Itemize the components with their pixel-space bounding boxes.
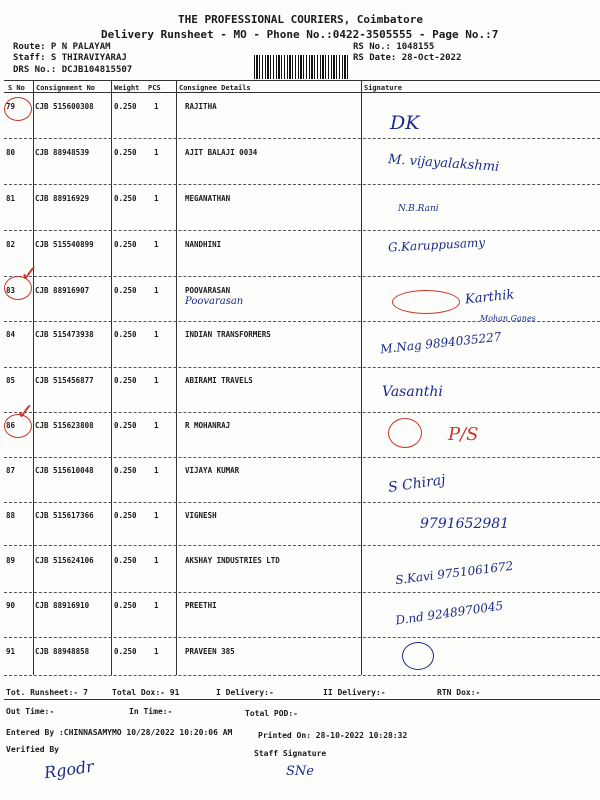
cell-pcs: 1 bbox=[154, 102, 159, 111]
table-row bbox=[4, 505, 600, 550]
runsheet-subtitle: Delivery Runsheet - MO - Phone No.:0422-3505555 - Page No.:7 bbox=[101, 28, 499, 41]
i-delivery: I Delivery:- bbox=[216, 688, 274, 697]
table-row bbox=[4, 142, 600, 187]
barcode bbox=[254, 55, 350, 79]
table-row bbox=[4, 595, 600, 640]
tot-runsheet: Tot. Runsheet:- 7 bbox=[6, 688, 88, 697]
cell-pcs: 1 bbox=[154, 286, 159, 295]
check-mark-83: ✓ bbox=[20, 262, 39, 287]
cell-consignee: VIGNESH bbox=[185, 511, 217, 520]
cell-weight: 0.250 bbox=[114, 286, 137, 295]
circle-mark-79 bbox=[4, 97, 32, 121]
total-dox: Total Dox:- 91 bbox=[112, 688, 180, 697]
signature-scribble-91 bbox=[402, 642, 434, 670]
cell-sno: 83 bbox=[6, 286, 16, 295]
ii-delivery: II Delivery:- bbox=[323, 688, 386, 697]
row-separator bbox=[4, 502, 600, 503]
cell-weight: 0.250 bbox=[114, 102, 137, 111]
cell-consignee: PREETHI bbox=[185, 601, 217, 610]
cell-pcs: 1 bbox=[154, 421, 159, 430]
signature-row-87: S Chiraj bbox=[387, 472, 447, 496]
cell-consignee: POOVARASAN bbox=[185, 286, 231, 295]
cell-sno: 90 bbox=[6, 601, 16, 610]
cell-weight: 0.250 bbox=[114, 466, 137, 475]
cell-pcs: 1 bbox=[154, 511, 159, 520]
cell-weight: 0.250 bbox=[114, 148, 137, 157]
cell-pcs: 1 bbox=[154, 556, 159, 565]
row-separator bbox=[4, 457, 600, 458]
cell-consignment: CJB 88916907 bbox=[35, 286, 90, 295]
cell-sno: 81 bbox=[6, 194, 16, 203]
table-row bbox=[4, 370, 600, 415]
row-separator bbox=[4, 592, 600, 593]
in-time: In Time:- bbox=[129, 707, 173, 716]
cell-sno: 82 bbox=[6, 240, 16, 249]
cell-pcs: 1 bbox=[154, 194, 159, 203]
cell-weight: 0.250 bbox=[114, 376, 137, 385]
stamp-scribble-83 bbox=[392, 290, 460, 314]
table-row bbox=[4, 460, 600, 505]
total-pod: Total POD:- bbox=[245, 709, 298, 718]
cell-consignee: AJIT BALAJI 0034 bbox=[185, 148, 258, 157]
cell-consignee: AKSHAY INDUSTRIES LTD bbox=[185, 556, 280, 565]
cell-weight: 0.250 bbox=[114, 647, 137, 656]
check-mark-86: ✓ bbox=[16, 400, 35, 425]
cell-consignee: R MOHANRAJ bbox=[185, 421, 231, 430]
signature-row-86: P/S bbox=[448, 424, 479, 445]
header-bottom-border bbox=[4, 92, 600, 93]
cell-consignment: CJB 515623808 bbox=[35, 421, 94, 430]
signature-row-89: S.Kavi 9751061672 bbox=[394, 558, 514, 588]
rs-date: RS Date: 28-Oct-2022 bbox=[353, 53, 462, 63]
signature-row-88: 9791652981 bbox=[420, 516, 510, 532]
cell-consignment: CJB 88916910 bbox=[35, 601, 90, 610]
table-row bbox=[4, 234, 600, 279]
cell-consignment: CJB 515617366 bbox=[35, 511, 94, 520]
cell-weight: 0.250 bbox=[114, 556, 137, 565]
route-label: Route: P N PALAYAM bbox=[13, 42, 111, 52]
cell-sno: 80 bbox=[6, 148, 16, 157]
signature-row-79: DK bbox=[390, 112, 420, 134]
cell-sno: 87 bbox=[6, 466, 16, 475]
cell-consignment: CJB 515473938 bbox=[35, 330, 94, 339]
cell-consignee: INDIAN TRANSFORMERS bbox=[185, 330, 271, 339]
cell-pcs: 1 bbox=[154, 601, 159, 610]
signature-row-90: D.nd 9248970045 bbox=[394, 598, 505, 628]
cell-pcs: 1 bbox=[154, 376, 159, 385]
cell-pcs: 1 bbox=[154, 148, 159, 157]
verified-signature: Rgodr bbox=[42, 756, 95, 783]
staff-signature: SNe bbox=[286, 764, 314, 779]
staff-label: Staff: S THIRAVIYARAJ bbox=[13, 53, 127, 63]
staff-signature-label: Staff Signature bbox=[254, 749, 327, 758]
table-row bbox=[4, 641, 600, 686]
col-header-weight: Weight bbox=[114, 84, 140, 92]
col-header-consignee: Consignee Details bbox=[179, 84, 251, 92]
cell-weight: 0.250 bbox=[114, 511, 137, 520]
table-row bbox=[4, 415, 600, 460]
cell-consignment: CJB 515540899 bbox=[35, 240, 94, 249]
cell-sno: 88 bbox=[6, 511, 16, 520]
entered-by: Entered By :CHINNASAMYMO 10/28/2022 10:20:06 AM bbox=[6, 728, 233, 737]
cell-pcs: 1 bbox=[154, 240, 159, 249]
signature-row-84: M.Nag 9894035227 bbox=[379, 329, 503, 357]
footer-divider bbox=[4, 699, 600, 700]
table-bottom-border bbox=[4, 675, 600, 676]
cell-consignment: CJB 88916929 bbox=[35, 194, 90, 203]
row-separator bbox=[4, 184, 600, 185]
table-row bbox=[4, 324, 600, 369]
cell-weight: 0.250 bbox=[114, 240, 137, 249]
table-row bbox=[4, 96, 600, 141]
cell-sno: 79 bbox=[6, 102, 16, 111]
row-separator bbox=[4, 276, 600, 277]
cell-weight: 0.250 bbox=[114, 601, 137, 610]
note-row-84: Mohan Ganes bbox=[480, 314, 536, 323]
signature-row-81: N.B.Rani bbox=[398, 204, 439, 214]
signature-row-85: Vasanthi bbox=[382, 384, 443, 400]
cell-consignee: PRAVEEN 385 bbox=[185, 647, 235, 656]
table-row bbox=[4, 188, 600, 233]
rs-number: RS No.: 1048155 bbox=[353, 42, 435, 52]
signature-row-83: Karthik bbox=[464, 287, 515, 308]
cell-sno: 85 bbox=[6, 376, 16, 385]
cell-consignment: CJB 88948539 bbox=[35, 148, 90, 157]
col-header-pcs: PCS bbox=[148, 84, 161, 92]
row-separator bbox=[4, 545, 600, 546]
row-separator bbox=[4, 230, 600, 231]
verified-by-label: Verified By bbox=[6, 745, 59, 754]
cell-sno: 86 bbox=[6, 421, 16, 430]
company-name: THE PROFESSIONAL COURIERS, Coimbatore bbox=[178, 13, 424, 26]
row-separator bbox=[4, 138, 600, 139]
signature-row-80: M. vijayalakshmi bbox=[387, 152, 500, 175]
cell-sno: 84 bbox=[6, 330, 16, 339]
out-time: Out Time:- bbox=[6, 707, 55, 716]
cell-weight: 0.250 bbox=[114, 194, 137, 203]
col-header-signature: Signature bbox=[364, 84, 402, 92]
stamp-scribble-86 bbox=[388, 418, 422, 448]
cell-sno: 89 bbox=[6, 556, 16, 565]
cell-weight: 0.250 bbox=[114, 421, 137, 430]
cell-consignee: VIJAYA KUMAR bbox=[185, 466, 240, 475]
cell-consignment: CJB 88948858 bbox=[35, 647, 90, 656]
cell-weight: 0.250 bbox=[114, 330, 137, 339]
signature-row-82: G.Karuppusamy bbox=[387, 235, 486, 255]
table-top-border bbox=[4, 80, 600, 81]
note-row-83: Poovarasan bbox=[185, 296, 244, 307]
cell-consignee: MEGANATHAN bbox=[185, 194, 231, 203]
rtn-dox: RTN Dox:- bbox=[437, 688, 481, 697]
drs-number: DRS No.: DCJB104815507 bbox=[13, 65, 133, 75]
cell-consignment: CJB 515624106 bbox=[35, 556, 94, 565]
cell-consignment: CJB 515610048 bbox=[35, 466, 94, 475]
col-header-consignment: Consignment No bbox=[36, 84, 96, 92]
cell-consignee: ABIRAMI TRAVELS bbox=[185, 376, 253, 385]
cell-consignee: RAJITHA bbox=[185, 102, 217, 111]
cell-pcs: 1 bbox=[154, 330, 159, 339]
row-separator bbox=[4, 412, 600, 413]
cell-pcs: 1 bbox=[154, 647, 159, 656]
printed-on: Printed On: 28-10-2022 10:28:32 bbox=[258, 731, 408, 740]
col-header-sno: S No bbox=[8, 84, 25, 92]
cell-consignment: CJB 515456877 bbox=[35, 376, 94, 385]
cell-sno: 91 bbox=[6, 647, 16, 656]
cell-consignment: CJB 515600308 bbox=[35, 102, 94, 111]
row-separator bbox=[4, 637, 600, 638]
cell-pcs: 1 bbox=[154, 466, 159, 475]
row-separator bbox=[4, 367, 600, 368]
cell-consignee: NANDHINI bbox=[185, 240, 222, 249]
